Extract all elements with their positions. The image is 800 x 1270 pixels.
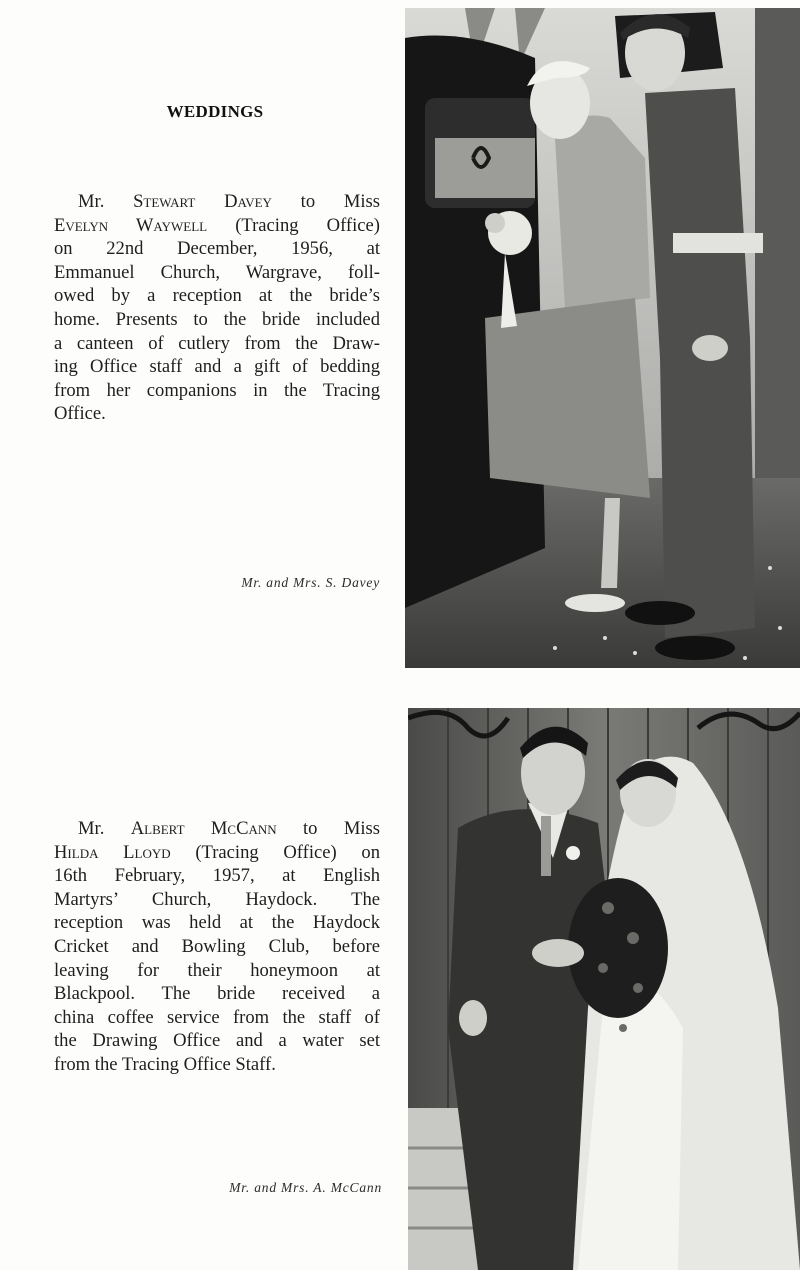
wedding-photo-mccann <box>408 708 800 1270</box>
entry-text-line: from her companions in the Tracing <box>54 379 380 401</box>
photo-caption-davey: Mr. and Mrs. S. Davey <box>241 575 380 590</box>
entry-text-line: a canteen of cutlery from the Draw- <box>54 332 380 354</box>
entry-name: Hilda Lloyd <box>54 841 171 863</box>
entry-text-line: leaving for their honeymoon at <box>54 959 380 981</box>
entry-text-line: Mr. Stewart Davey to Miss <box>78 191 381 212</box>
section-heading: WEDDINGS <box>166 102 264 121</box>
entry-text-line: Evelyn Waywell (Tracing Office) <box>54 214 380 236</box>
entry-text-line: reception was held at the Haydock <box>54 912 380 934</box>
entry-text-line: Blackpool. The bride received a <box>54 983 380 1005</box>
entry-text-line: owed by a reception at the bride’s <box>54 285 380 307</box>
entry-text-line: Martyrs’ Church, Haydock. The <box>54 888 380 910</box>
entry-text-line: the Drawing Office and a water set <box>54 1030 380 1052</box>
entry-text-line: Hilda Lloyd (Tracing Office) on <box>54 841 381 863</box>
wedding-entry-davey <box>54 190 380 426</box>
wedding-photo-davey <box>405 8 800 668</box>
entry-text-line: Emmanuel Church, Wargrave, foll- <box>54 261 380 283</box>
entry-name: Evelyn Waywell <box>54 214 208 236</box>
entry-text-line: Mr. Albert McCann to Miss <box>78 818 380 839</box>
entry-text-line: on 22nd December, 1956, at <box>54 238 380 260</box>
entry-name: Albert McCann <box>130 818 277 839</box>
photo-caption-mccann: Mr. and Mrs. A. McCann <box>229 1180 382 1195</box>
wedding-entry-mccann <box>54 817 380 1077</box>
entry-text-line: from the Tracing Office Staff. <box>54 1053 276 1075</box>
entry-text-line: home. Presents to the bride included <box>54 308 380 330</box>
entry-text-line: 16th February, 1957, at English <box>54 865 380 887</box>
entry-text-line: china coffee service from the staff of <box>54 1006 380 1028</box>
entry-text-line: Office. <box>54 403 106 425</box>
entry-text-line: Cricket and Bowling Club, before <box>54 935 380 957</box>
entry-name: Stewart Davey <box>133 191 272 212</box>
entry-text-line: ing Office staff and a gift of bedding <box>54 356 380 378</box>
